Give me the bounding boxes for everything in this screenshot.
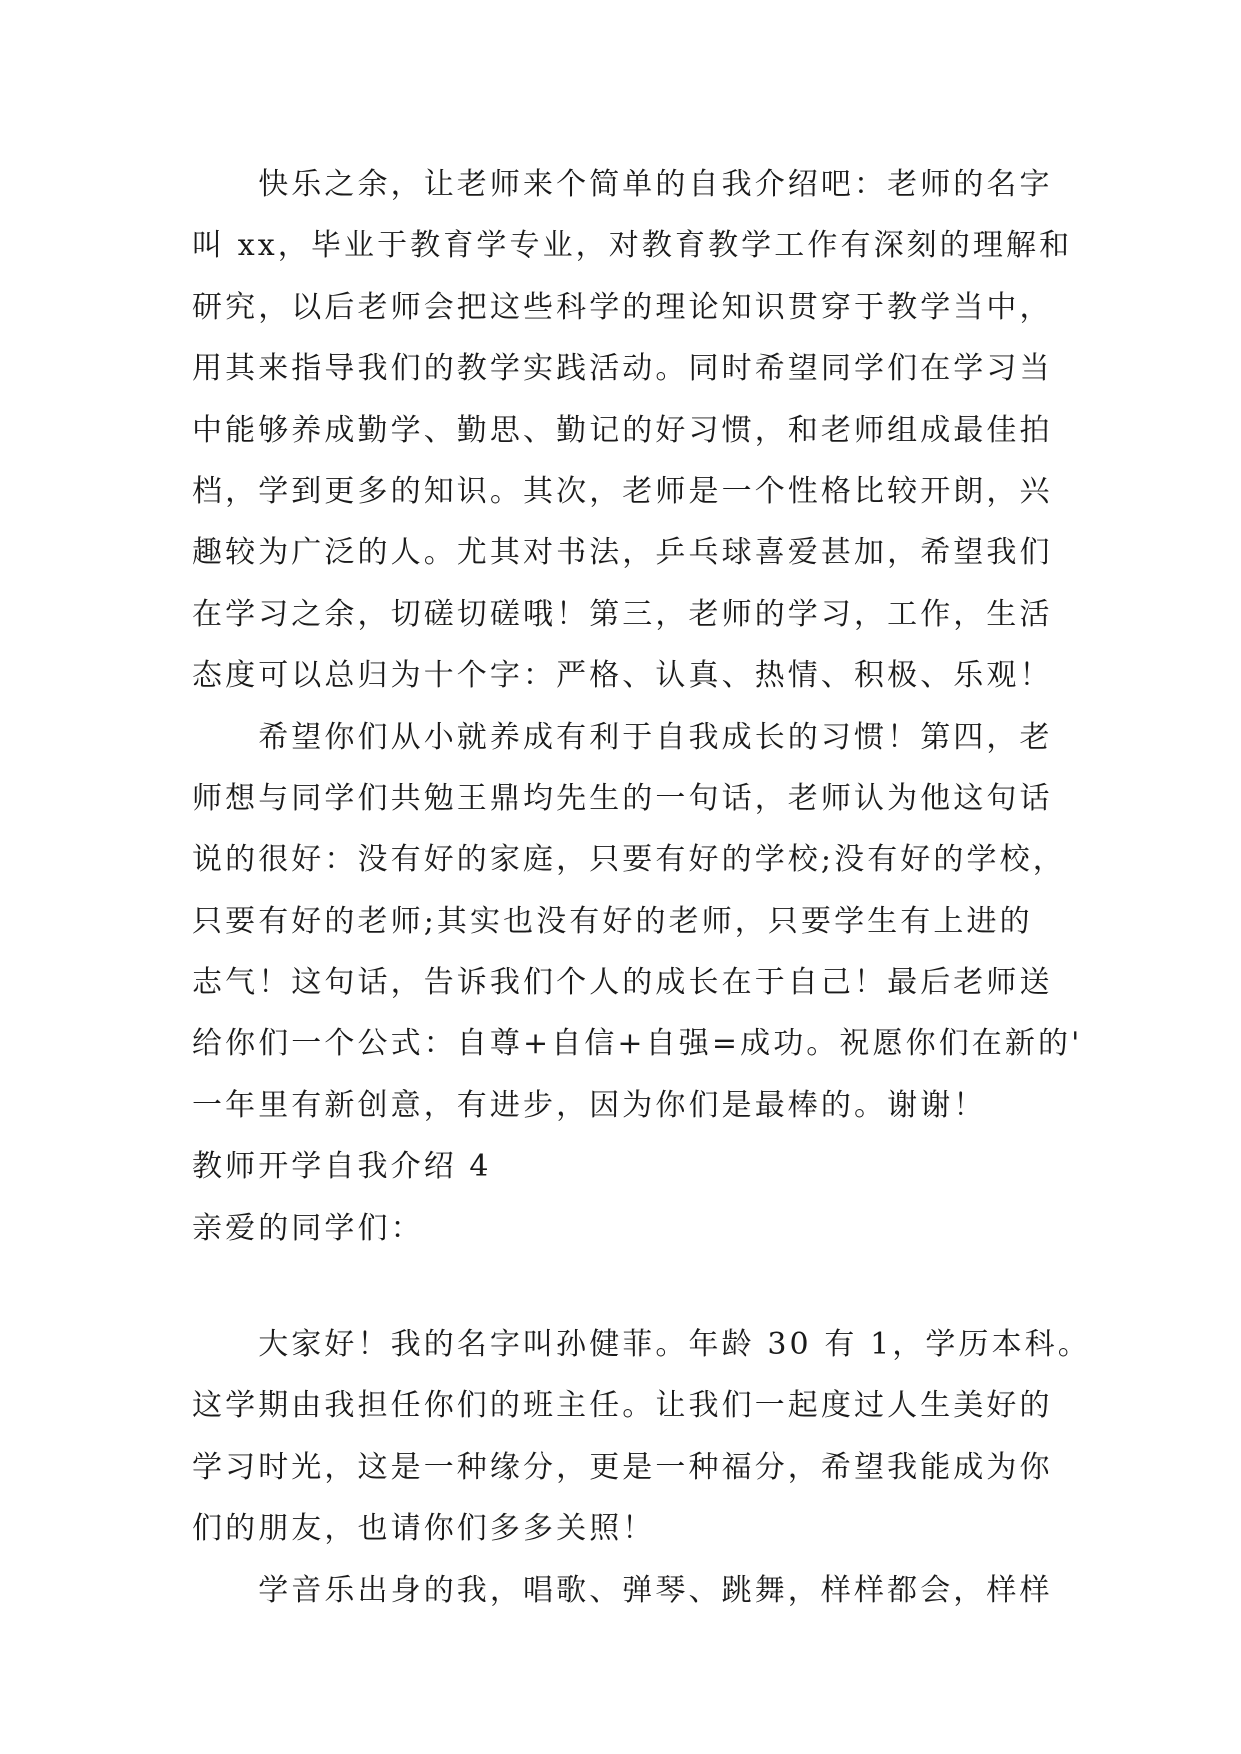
text-line: 快乐之余，让老师来个简单的自我介绍吧：老师的名字 [192,167,1053,202]
paragraph-music [192,1560,1072,1621]
paragraph-hopes [192,707,1083,1137]
text-line: 只要有好的老师;其实也没有好的老师，只要学生有上进的 [192,903,1033,939]
text-line: 研究，以后老师会把这些科学的理论知识贯穿于教学当中， [192,289,1053,325]
text-line: 在学习之余，切磋切磋哦！第三，老师的学习，工作，生活 [192,596,1053,632]
paragraph-self-introduction [192,154,1072,707]
text-line: 学习时光，这是一种缘分，更是一种福分，希望我能成为你 [192,1449,1053,1485]
text-line: 希望你们从小就养成有利于自我成长的习惯！第四，老 [192,719,1053,755]
blank-gap [192,1259,1072,1314]
paragraph-greeting [192,1314,1091,1560]
text-line: 学音乐出身的我，唱歌、弹琴、跳舞，样样都会，样样 [192,1572,1053,1608]
text-line: 师想与同学们共勉王鼎均先生的一句话，老师认为他这句话 [192,780,1053,816]
text-line: 一年里有新创意，有进步，因为你们是最棒的。谢谢！ [192,1087,987,1123]
section-heading: 教师开学自我介绍 4 [192,1149,492,1185]
text-line: 们的朋友，也请你们多多关照！ [192,1511,656,1547]
text-line: 大家好！我的名字叫孙健菲。年龄 30 有 1，学历本科。 [192,1327,1091,1363]
document-body [192,154,1091,1621]
text-line: 中能够养成勤学、勤思、勤记的好习惯，和老师组成最佳拍 [192,412,1053,448]
text-line: 志气！这句话，告诉我们个人的成长在于自己！最后老师送 [192,965,1053,1001]
text-line: 态度可以总归为十个字：严格、认真、热情、积极、乐观！ [192,658,1053,694]
salutation: 亲爱的同学们： [192,1210,424,1246]
text-line: 用其来指导我们的教学实践活动。同时希望同学们在学习当 [192,351,1053,387]
text-line: 叫 xx，毕业于教育学专业，对教育教学工作有深刻的理解和 [192,228,1073,264]
text-line: 这学期由我担任你们的班主任。让我们一起度过人生美好的 [192,1388,1053,1424]
text-line: 说的很好：没有好的家庭，只要有好的学校;没有好的学校， [192,842,1066,878]
text-line: 给你们一个公式：自尊+自信+自强=成功。祝愿你们在新的' [192,1026,1083,1062]
text-line: 档，学到更多的知识。其次，老师是一个性格比较开朗，兴 [192,473,1053,509]
text-line: 趣较为广泛的人。尤其对书法，乒乓球喜爱甚加，希望我们 [192,535,1053,571]
